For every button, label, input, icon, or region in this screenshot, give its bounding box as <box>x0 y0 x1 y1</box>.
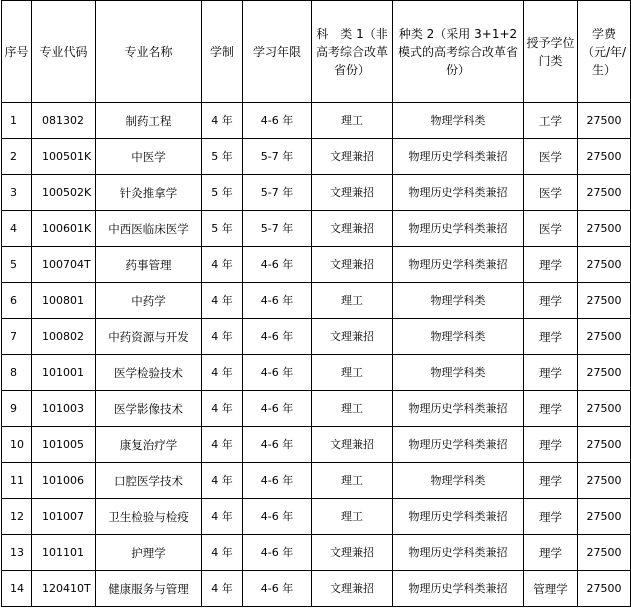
cell-category1: 文理兼招 <box>312 211 393 247</box>
cell-fee: 27500 <box>578 175 631 211</box>
table-row <box>2 391 631 427</box>
cell-code: 100802 <box>32 319 96 355</box>
table-body <box>2 103 631 607</box>
cell-category1: 理工 <box>312 283 393 319</box>
header-system: 学制 <box>202 1 243 103</box>
cell-code: 120410T <box>32 571 96 607</box>
cell-category2: 物理学科类 <box>393 319 524 355</box>
cell-years: 4-6 年 <box>243 103 312 139</box>
cell-name: 护理学 <box>96 535 202 571</box>
majors-table <box>1 0 631 607</box>
header-seq: 序号 <box>2 1 32 103</box>
table-row <box>2 283 631 319</box>
cell-fee: 27500 <box>578 571 631 607</box>
cell-system: 4 年 <box>202 499 243 535</box>
cell-seq: 3 <box>2 175 32 211</box>
cell-years: 4-6 年 <box>243 391 312 427</box>
cell-degree: 理学 <box>524 391 578 427</box>
cell-fee: 27500 <box>578 427 631 463</box>
cell-name: 中医学 <box>96 139 202 175</box>
cell-years: 5-7 年 <box>243 139 312 175</box>
cell-name: 卫生检验与检疫 <box>96 499 202 535</box>
cell-degree: 医学 <box>524 139 578 175</box>
cell-code: 101003 <box>32 391 96 427</box>
cell-degree: 医学 <box>524 175 578 211</box>
cell-code: 101005 <box>32 427 96 463</box>
cell-name: 医学检验技术 <box>96 355 202 391</box>
cell-system: 4 年 <box>202 427 243 463</box>
cell-category1: 理工 <box>312 463 393 499</box>
cell-fee: 27500 <box>578 463 631 499</box>
cell-fee: 27500 <box>578 319 631 355</box>
cell-degree: 理学 <box>524 535 578 571</box>
cell-category1: 理工 <box>312 355 393 391</box>
cell-category2: 物理历史学科类兼招 <box>393 139 524 175</box>
header-row <box>2 1 631 103</box>
cell-system: 5 年 <box>202 139 243 175</box>
cell-system: 4 年 <box>202 319 243 355</box>
cell-category2: 物理历史学科类兼招 <box>393 571 524 607</box>
cell-code: 100502K <box>32 175 96 211</box>
cell-degree: 理学 <box>524 427 578 463</box>
cell-degree: 理学 <box>524 319 578 355</box>
table-row <box>2 103 631 139</box>
cell-years: 4-6 年 <box>243 535 312 571</box>
cell-category2: 物理学科类 <box>393 283 524 319</box>
header-code: 专业代码 <box>32 1 96 103</box>
cell-category2: 物理学科类 <box>393 463 524 499</box>
cell-name: 药事管理 <box>96 247 202 283</box>
cell-years: 4-6 年 <box>243 499 312 535</box>
cell-fee: 27500 <box>578 535 631 571</box>
cell-years: 4-6 年 <box>243 571 312 607</box>
cell-category2: 物理历史学科类兼招 <box>393 391 524 427</box>
header-fee: 学费（元/年/生） <box>578 1 631 103</box>
cell-category2: 物理历史学科类兼招 <box>393 535 524 571</box>
table-row <box>2 535 631 571</box>
cell-seq: 14 <box>2 571 32 607</box>
cell-degree: 医学 <box>524 211 578 247</box>
table-row <box>2 427 631 463</box>
cell-seq: 12 <box>2 499 32 535</box>
cell-degree: 管理学 <box>524 571 578 607</box>
cell-code: 101001 <box>32 355 96 391</box>
cell-seq: 7 <box>2 319 32 355</box>
cell-name: 健康服务与管理 <box>96 571 202 607</box>
cell-fee: 27500 <box>578 499 631 535</box>
cell-category1: 文理兼招 <box>312 139 393 175</box>
cell-category2: 物理学科类 <box>393 355 524 391</box>
table-row <box>2 571 631 607</box>
cell-fee: 27500 <box>578 391 631 427</box>
cell-fee: 27500 <box>578 247 631 283</box>
cell-system: 5 年 <box>202 211 243 247</box>
cell-seq: 10 <box>2 427 32 463</box>
table-row <box>2 139 631 175</box>
cell-category1: 理工 <box>312 391 393 427</box>
table-row <box>2 175 631 211</box>
cell-years: 5-7 年 <box>243 211 312 247</box>
cell-code: 101101 <box>32 535 96 571</box>
cell-category1: 理工 <box>312 499 393 535</box>
cell-category1: 文理兼招 <box>312 319 393 355</box>
cell-years: 4-6 年 <box>243 319 312 355</box>
cell-fee: 27500 <box>578 211 631 247</box>
cell-category2: 物理历史学科类兼招 <box>393 247 524 283</box>
cell-years: 4-6 年 <box>243 355 312 391</box>
cell-seq: 11 <box>2 463 32 499</box>
cell-category1: 文理兼招 <box>312 175 393 211</box>
cell-code: 081302 <box>32 103 96 139</box>
cell-code: 100801 <box>32 283 96 319</box>
table-row <box>2 499 631 535</box>
cell-years: 5-7 年 <box>243 175 312 211</box>
cell-system: 4 年 <box>202 283 243 319</box>
cell-code: 101007 <box>32 499 96 535</box>
cell-years: 4-6 年 <box>243 283 312 319</box>
cell-category1: 理工 <box>312 103 393 139</box>
cell-code: 100601K <box>32 211 96 247</box>
table-row <box>2 319 631 355</box>
cell-degree: 理学 <box>524 247 578 283</box>
header-category1: 科 类 1（非高考综合改革省份） <box>312 1 393 103</box>
cell-name: 康复治疗学 <box>96 427 202 463</box>
cell-category1: 文理兼招 <box>312 247 393 283</box>
header-degree: 授予学位门类 <box>524 1 578 103</box>
cell-category1: 文理兼招 <box>312 427 393 463</box>
cell-system: 5 年 <box>202 175 243 211</box>
cell-system: 4 年 <box>202 391 243 427</box>
cell-system: 4 年 <box>202 247 243 283</box>
table-row <box>2 211 631 247</box>
cell-name: 针灸推拿学 <box>96 175 202 211</box>
table-row <box>2 463 631 499</box>
cell-name: 中药学 <box>96 283 202 319</box>
cell-seq: 6 <box>2 283 32 319</box>
cell-fee: 27500 <box>578 139 631 175</box>
cell-category1: 文理兼招 <box>312 535 393 571</box>
cell-seq: 9 <box>2 391 32 427</box>
header-name: 专业名称 <box>96 1 202 103</box>
cell-seq: 4 <box>2 211 32 247</box>
cell-name: 口腔医学技术 <box>96 463 202 499</box>
cell-years: 4-6 年 <box>243 427 312 463</box>
cell-system: 4 年 <box>202 535 243 571</box>
cell-seq: 13 <box>2 535 32 571</box>
cell-system: 4 年 <box>202 355 243 391</box>
cell-name: 中西医临床医学 <box>96 211 202 247</box>
cell-category2: 物理历史学科类兼招 <box>393 427 524 463</box>
cell-fee: 27500 <box>578 283 631 319</box>
cell-code: 100704T <box>32 247 96 283</box>
cell-degree: 理学 <box>524 499 578 535</box>
cell-category1: 文理兼招 <box>312 571 393 607</box>
cell-degree: 理学 <box>524 355 578 391</box>
header-years: 学习年限 <box>243 1 312 103</box>
cell-category2: 物理学科类 <box>393 103 524 139</box>
cell-category2: 物理历史学科类兼招 <box>393 499 524 535</box>
cell-system: 4 年 <box>202 103 243 139</box>
cell-degree: 理学 <box>524 463 578 499</box>
cell-years: 4-6 年 <box>243 247 312 283</box>
header-category2: 种类 2（采用 3+1+2 模式的高考综合改革省份） <box>393 1 524 103</box>
cell-degree: 理学 <box>524 283 578 319</box>
table-row <box>2 355 631 391</box>
cell-category2: 物理历史学科类兼招 <box>393 211 524 247</box>
cell-seq: 8 <box>2 355 32 391</box>
cell-name: 中药资源与开发 <box>96 319 202 355</box>
cell-degree: 工学 <box>524 103 578 139</box>
cell-seq: 5 <box>2 247 32 283</box>
cell-fee: 27500 <box>578 103 631 139</box>
cell-name: 医学影像技术 <box>96 391 202 427</box>
cell-system: 4 年 <box>202 463 243 499</box>
cell-code: 101006 <box>32 463 96 499</box>
cell-system: 4 年 <box>202 571 243 607</box>
table-row <box>2 247 631 283</box>
cell-code: 100501K <box>32 139 96 175</box>
cell-category2: 物理历史学科类兼招 <box>393 175 524 211</box>
cell-seq: 2 <box>2 139 32 175</box>
cell-name: 制药工程 <box>96 103 202 139</box>
cell-seq: 1 <box>2 103 32 139</box>
cell-fee: 27500 <box>578 355 631 391</box>
cell-years: 4-6 年 <box>243 463 312 499</box>
